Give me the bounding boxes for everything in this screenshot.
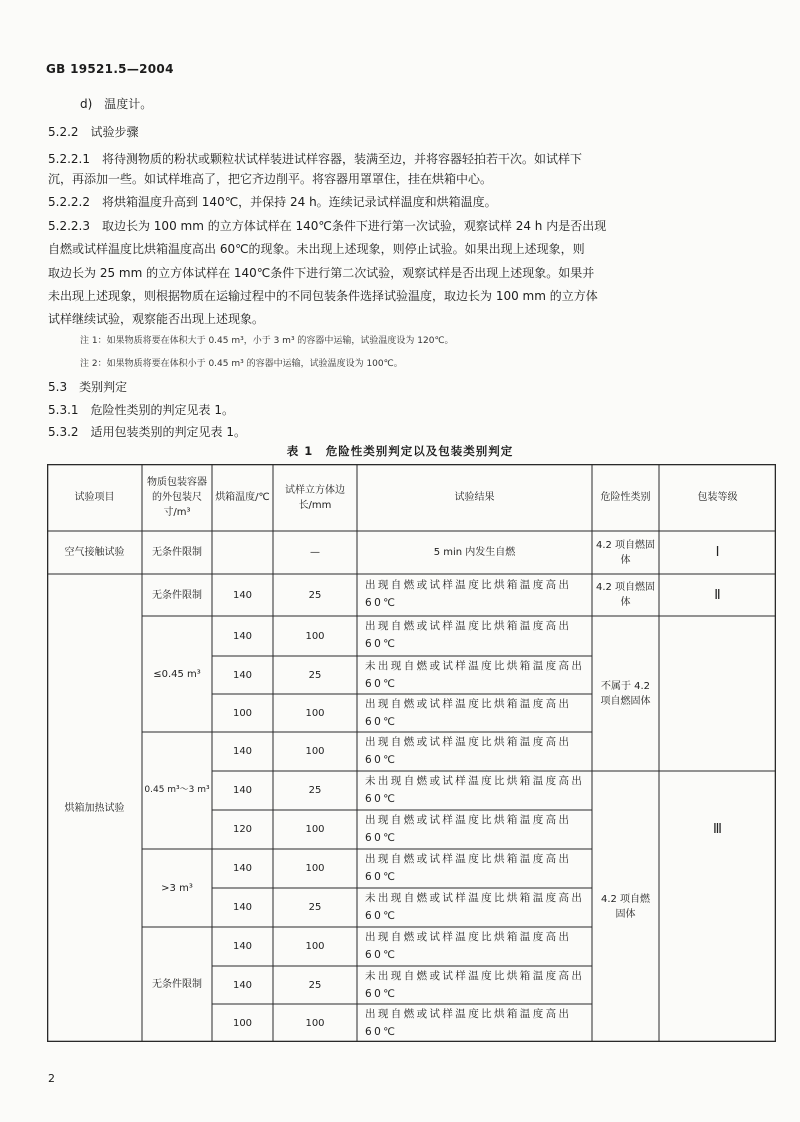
test-item-oven-heating: 烘箱加热试验 (64, 802, 125, 814)
result-cell: 出现自燃或试样温度比烘箱温度高出 60℃ (365, 814, 572, 844)
temp-cell: 140 (232, 630, 253, 642)
note-1: 注 1：如果物质将要在体积大于 0.45 m³，小于 3 m³ 的容器中运输，试验温度设为 120℃。 (80, 336, 454, 346)
test-item-air-contact: 空气接触试验 (64, 547, 125, 558)
header-result: 试验结果 (454, 492, 495, 503)
hazard-class-cell: 4.2 项自燃固体 (595, 539, 656, 566)
hazard-class-cell: 4.2 项自燃固体 (595, 582, 656, 608)
section-heading: 5.2.2 试验步骤 (48, 125, 139, 139)
section-heading: 5.3 类别判定 (48, 380, 128, 394)
page-number: 2 (48, 1072, 55, 1085)
result-cell: 未出现自燃或试样温度比烘箱温度高出 60℃ (365, 775, 585, 805)
packing-group-cell: Ⅲ (713, 821, 722, 837)
standard-number: GB 19521.5—2004 (46, 62, 174, 76)
result-cell: 出现自燃或试样温度比烘箱温度高出 60℃ (365, 1008, 572, 1038)
header-package-size: 物质包装容器的外包装尺寸/m³ (147, 477, 207, 518)
edge-cell: 100 (305, 630, 325, 642)
edge-cell: 100 (305, 824, 325, 835)
header-cube-edge: 试样立方体边长/mm (285, 484, 345, 511)
classification-table (47, 464, 776, 1042)
paragraph-line: 试样继续试验，观察能否出现上述现象。 (48, 312, 265, 326)
paragraph-line: 5.3.1 危险性类别的判定见表 1。 (48, 403, 234, 417)
result-cell: 未出现自燃或试样温度比烘箱温度高出 60℃ (365, 660, 585, 690)
edge-cell: 25 (308, 589, 322, 601)
edge-cell: 100 (305, 863, 325, 874)
table-caption: 表 1 危险性类别判定以及包装类别判定 (286, 444, 514, 458)
result-cell: 出现自燃或试样温度比烘箱温度高出 60℃ (365, 853, 572, 883)
temp-cell: 140 (232, 863, 253, 874)
size-cell: ≤0.45 m³ (153, 668, 201, 680)
hazard-class-cell: 不属于 4.2 项自燃固体 (600, 680, 651, 707)
size-cell: >3 m³ (161, 882, 193, 894)
header-test-item: 试验项目 (74, 492, 115, 503)
size-cell: 无条件限制 (152, 979, 202, 990)
paragraph-line: 未出现上述现象，则根据物质在运输过程中的不同包装条件选择试验温度，取边长为 100 mm 的立方体 (48, 289, 598, 303)
edge-cell: 25 (308, 979, 322, 991)
packing-group-cell: Ⅱ (714, 587, 721, 603)
paragraph-line: 自燃或试样温度比烘箱温度高出 60℃的现象。未出现上述现象，则停止试验。如果出现上述现象，则 (48, 242, 585, 256)
temp-cell: 140 (232, 669, 253, 681)
temp-cell: 140 (232, 902, 253, 913)
temp-cell: 140 (232, 785, 253, 796)
result-cell: 出现自燃或试样温度比烘箱温度高出 60℃ (365, 620, 572, 650)
header-oven-temp: 烘箱温度/℃ (215, 492, 270, 503)
size-cell: 无条件限制 (152, 589, 202, 601)
paragraph-line: 5.2.2.1 将待测物质的粉状或颗粒状试样装进试样容器，装满至边，并将容器轻拍若干次。如试样下 (48, 152, 582, 166)
paragraph-line: 5.3.2 适用包装类别的判定见表 1。 (48, 425, 246, 439)
size-cell: 无条件限制 (152, 547, 202, 558)
header-hazard-class: 危险性类别 (600, 492, 651, 503)
result-cell: 出现自燃或试样温度比烘箱温度高出 60℃ (365, 736, 572, 766)
edge-cell: 100 (305, 941, 325, 952)
packing-group-cell: Ⅰ (715, 545, 720, 560)
temp-cell (212, 531, 273, 574)
header-packing-group: 包装等级 (697, 492, 738, 503)
result-cell: 5 min 内发生自燃 (433, 547, 516, 558)
edge-cell: 25 (308, 902, 322, 913)
edge-cell: 100 (305, 1017, 325, 1029)
paragraph-line: 取边长为 25 mm 的立方体试样在 140℃条件下进行第二次试验，观察试样是否出现上述现象。如果并 (48, 266, 595, 280)
result-cell: 未出现自燃或试样温度比烘箱温度高出 60℃ (365, 892, 585, 922)
paragraph-line: 沉，再添加一些。如试样堆高了，把它齐边削平。将容器用罩罩住，挂在烘箱中心。 (48, 172, 493, 186)
temp-cell: 100 (232, 1017, 253, 1029)
edge-cell: — (310, 547, 320, 558)
result-cell: 出现自燃或试样温度比烘箱温度高出 60℃ (365, 931, 572, 961)
note-2: 注 2：如果物质将要在体积小于 0.45 m³ 的容器中运输，试验温度设为 100℃。 (80, 359, 403, 369)
hazard-class-cell: 4.2 项自燃固体 (600, 893, 651, 920)
edge-cell: 100 (305, 707, 325, 719)
result-cell: 未出现自燃或试样温度比烘箱温度高出 60℃ (365, 970, 585, 1000)
size-cell: 0.45 m³～3 m³ (144, 785, 210, 795)
temp-cell: 140 (232, 941, 253, 952)
temp-cell: 120 (232, 824, 253, 835)
instrument-item: d) 温度计。 (80, 97, 153, 111)
temp-cell: 140 (232, 746, 253, 757)
temp-cell: 140 (232, 979, 253, 991)
temp-cell: 100 (232, 707, 253, 719)
paragraph-line: 5.2.2.2 将烘箱温度升高到 140℃，并保持 24 h。连续记录试样温度和烘箱温度。 (48, 195, 497, 209)
temp-cell: 140 (232, 589, 253, 601)
edge-cell: 25 (308, 785, 322, 796)
edge-cell: 25 (308, 669, 322, 681)
edge-cell: 100 (305, 746, 325, 757)
result-cell: 出现自燃或试样温度比烘箱温度高出 60℃ (365, 579, 572, 609)
paragraph-line: 5.2.2.3 取边长为 100 mm 的立方体试样在 140℃条件下进行第一次试验，观察试样 24 h 内是否出现 (48, 219, 607, 233)
result-cell: 出现自燃或试样温度比烘箱温度高出 60℃ (365, 698, 572, 728)
